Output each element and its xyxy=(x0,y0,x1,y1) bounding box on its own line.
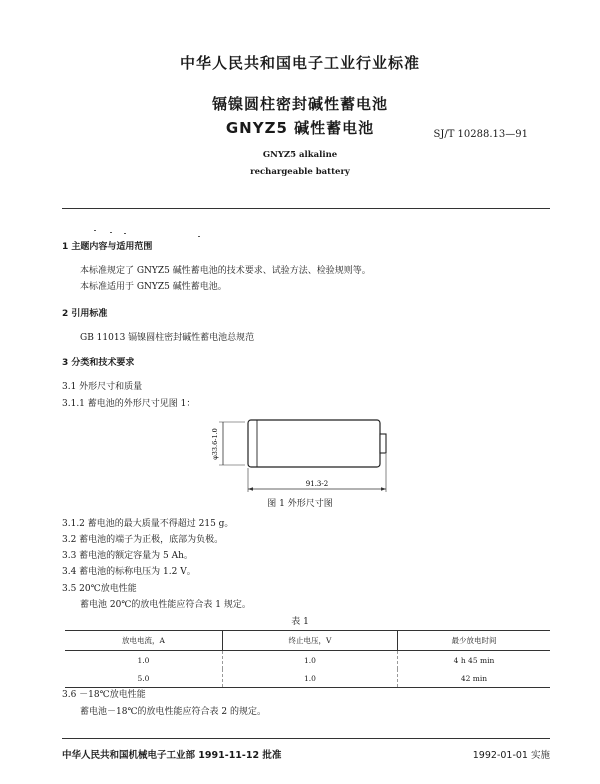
table-header-cell: 放电电流，A xyxy=(65,631,223,651)
clause-3-4: 3.4 蓄电池的标称电压为 1.2 V。 xyxy=(62,567,196,577)
scan-speck xyxy=(124,233,126,234)
figure-caption: 图 1 外形尺寸图 xyxy=(267,499,333,509)
document-subtitle: GNYZ5 碱性蓄电池 xyxy=(225,119,375,137)
table-cell: 4 h 45 min xyxy=(453,655,495,665)
clause-3-6-text: 蓄电池－18℃的放电性能应符合表 2 的规定。 xyxy=(80,707,266,717)
standard-number: SJ/T 10288.13—91 xyxy=(433,129,528,140)
english-title-line2: rechargeable battery xyxy=(250,167,350,177)
table-row xyxy=(65,651,550,670)
clause-3-1-2: 3.1.2 蓄电池的最大质量不得超过 215 g。 xyxy=(62,519,234,529)
clause-3-1-1: 3.1.1 蓄电池的外形尺寸见图 1： xyxy=(62,399,196,409)
table-header-cell: 最少放电时间 xyxy=(398,631,551,651)
reference-standard: GB 11013 镉镍圆柱密封碱性蓄电池总规范 xyxy=(80,333,255,343)
table-cell: 42 min xyxy=(398,669,551,688)
english-title-line1: GNYZ5 alkaline xyxy=(262,150,338,160)
battery-outline-figure xyxy=(205,408,405,498)
clause-3-2: 3.2 蓄电池的端子为正极，底部为负极。 xyxy=(62,535,224,545)
table-header-cell: 终止电压，V xyxy=(223,631,398,651)
top-rule xyxy=(62,208,550,209)
section-1-paragraph: 本标准适用于 GNYZ5 碱性蓄电池。 xyxy=(80,282,227,292)
dimension-arrow xyxy=(381,487,386,490)
battery-body xyxy=(248,420,380,467)
standard-header: 中华人民共和国电子工业行业标准 xyxy=(179,54,420,72)
section-3-heading: 3 分类和技术要求 xyxy=(62,358,135,368)
dimension-arrow xyxy=(248,487,253,490)
length-label: 91.3-2 xyxy=(305,480,329,488)
clause-3-6: 3.6 －18℃放电性能 xyxy=(62,690,146,700)
scan-speck xyxy=(110,232,112,233)
clause-3-5-text: 蓄电池 20℃的放电性能应符合表 1 规定。 xyxy=(80,600,251,610)
section-1-heading: 1 主题内容与适用范围 xyxy=(62,242,153,252)
scan-speck xyxy=(198,236,200,237)
scan-speck xyxy=(94,230,96,231)
table-cell: 1.0 xyxy=(223,669,398,688)
section-2-heading: 2 引用标准 xyxy=(62,309,108,319)
effective-date: 1992-01-01 实施 xyxy=(472,750,550,761)
table-row xyxy=(65,669,550,688)
table-cell: 1.0 xyxy=(65,651,223,670)
table-header-row xyxy=(65,631,550,651)
table-cell: 1.0 xyxy=(223,651,398,670)
diameter-label: φ33.6-1.0 xyxy=(211,428,219,460)
clause-3-5: 3.5 20℃放电性能 xyxy=(62,584,137,594)
table-cell: 5.0 xyxy=(65,669,223,688)
table-1 xyxy=(65,630,550,688)
approval-line: 中华人民共和国机械电子工业部 1991-11-12 批准 xyxy=(62,750,282,761)
section-1-paragraph: 本标准规定了 GNYZ5 碱性蓄电池的技术要求、试验方法、检验规则等。 xyxy=(80,266,371,276)
positive-terminal xyxy=(380,434,386,453)
clause-3-1: 3.1 外形尺寸和质量 xyxy=(62,382,143,392)
clause-3-3: 3.3 蓄电池的额定容量为 5 Ah。 xyxy=(62,551,193,561)
table-1-title: 表 1 xyxy=(291,617,309,627)
bottom-rule xyxy=(62,738,550,739)
document-title: 镉镍圆柱密封碱性蓄电池 xyxy=(211,95,388,113)
